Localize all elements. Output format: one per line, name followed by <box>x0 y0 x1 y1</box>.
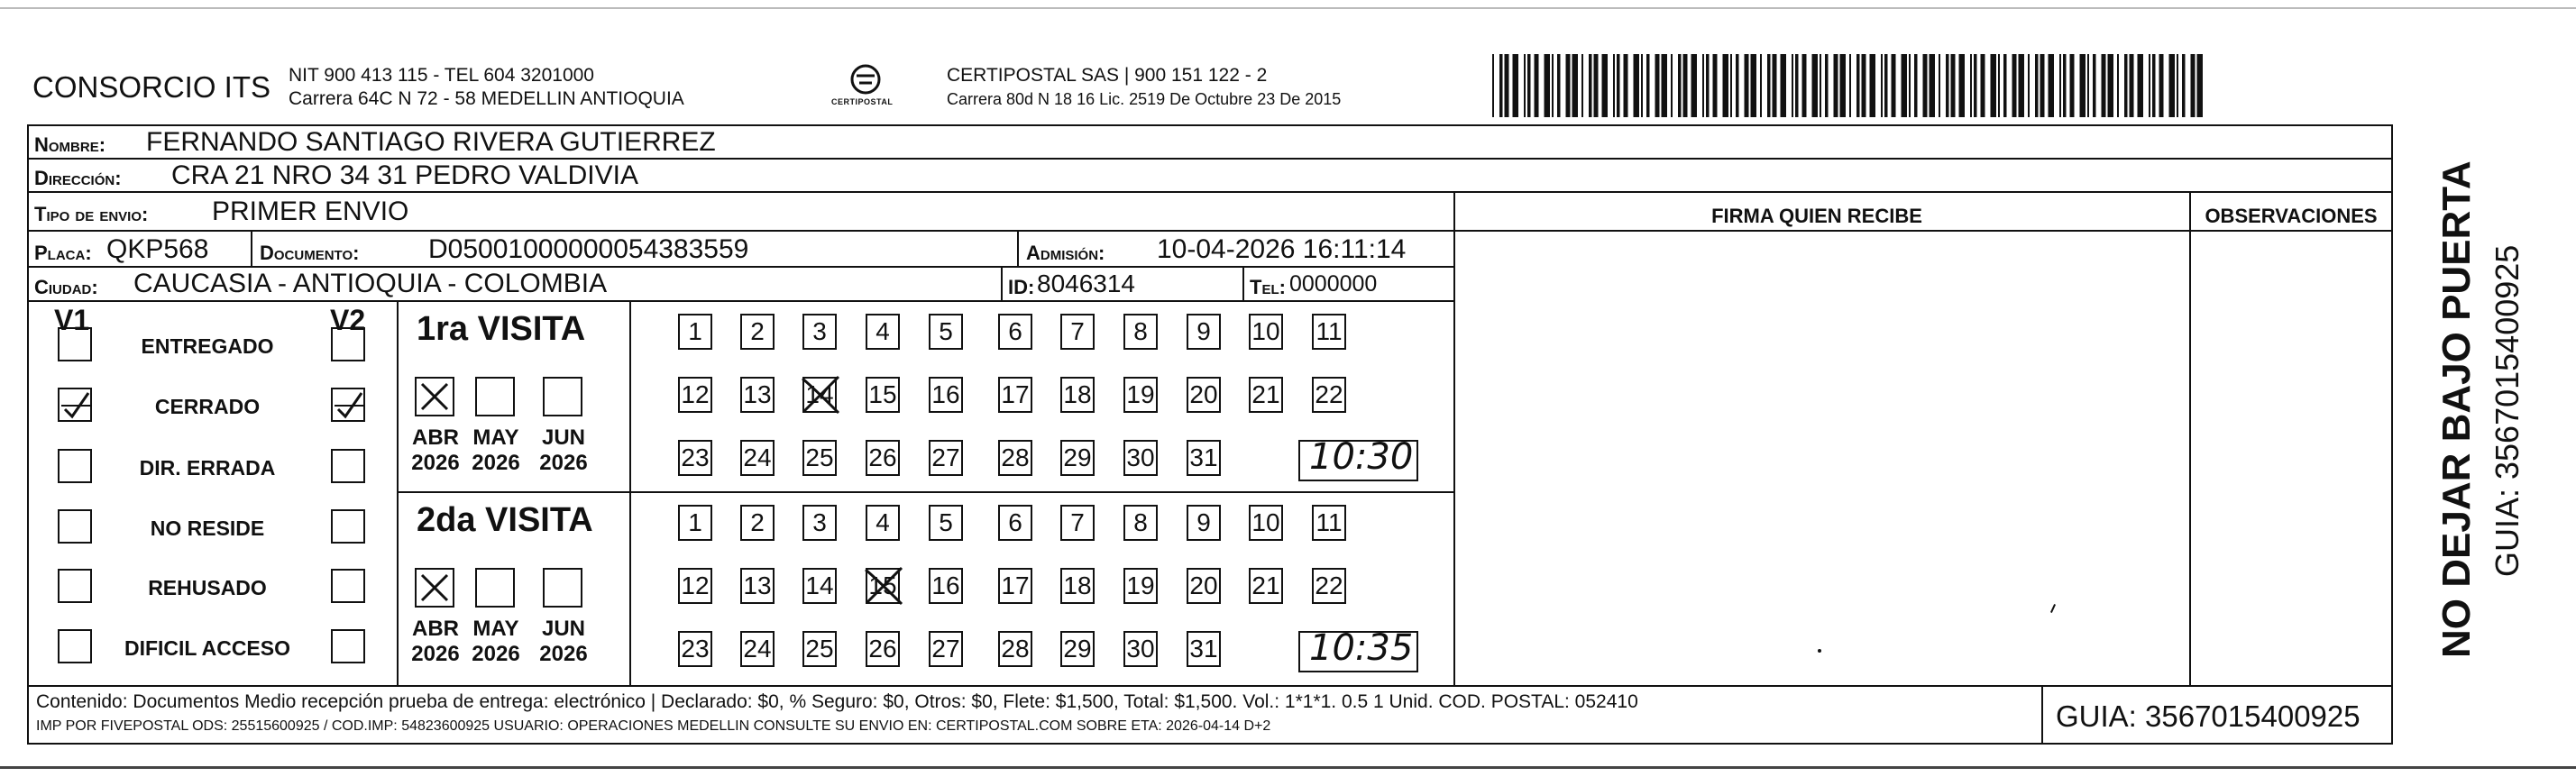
barcode-bar <box>2191 54 2196 117</box>
divider <box>27 300 1455 302</box>
barcode-bar <box>1991 54 1997 117</box>
side-guia: GUIA: 3567015400925 <box>2489 244 2526 577</box>
observaciones-header: OBSERVACIONES <box>2205 205 2378 227</box>
day-box-7[interactable]: 7 <box>1060 505 1095 541</box>
barcode-bar <box>2003 54 2007 117</box>
barcode-bar <box>1581 54 1583 117</box>
status-v1-checkbox[interactable] <box>58 449 92 483</box>
barcode-bar <box>2093 54 2096 117</box>
day-box-14[interactable]: 14 <box>802 568 837 604</box>
barcode-bar <box>1557 54 1561 117</box>
visit-2-title: 2da VISITA <box>417 501 593 539</box>
barcode-bar <box>1881 54 1883 117</box>
barcode-bar <box>1524 54 1526 117</box>
tipo-value: PRIMER ENVIO <box>212 197 409 226</box>
ciudad-label: Ciudad: <box>34 276 98 298</box>
barcode-bar <box>1662 54 1668 117</box>
status-option-label: DIFICIL ACCESO <box>124 636 290 660</box>
day-box-5[interactable]: 5 <box>929 314 963 350</box>
barcode-bar <box>1884 54 1888 117</box>
barcode-bar <box>1870 54 1876 117</box>
barcode-bar <box>1713 54 1718 117</box>
footer-line-2: IMP POR FIVEPOSTAL ODS: 25515600925 / COD.IMP: 54823600925 USUARIO: OPERACIONES MEDELLIN CONSULTE SU ENVIO EN: CERTIPOSTAL.COM SOBRE ETA: 2026-04-14 D+2 <box>36 718 1271 734</box>
barcode-bar <box>2149 54 2150 117</box>
admision-label: Admisión: <box>1026 242 1105 264</box>
barcode-bar <box>2182 54 2186 117</box>
day-box-11[interactable]: 11 <box>1312 505 1346 541</box>
day-box-27[interactable]: 27 <box>929 631 963 667</box>
cell-divider <box>1017 230 1019 266</box>
day-box-23[interactable]: 23 <box>678 631 712 667</box>
barcode-bar <box>2117 54 2119 117</box>
barcode-bar <box>2159 54 2164 117</box>
nombre-value: FERNANDO SANTIAGO RIVERA GUTIERREZ <box>146 127 716 157</box>
barcode-bar <box>1892 54 1896 117</box>
day-box-10[interactable]: 10 <box>1249 314 1283 350</box>
status-v1-checkbox[interactable] <box>58 509 92 544</box>
barcode-bar <box>1572 54 1579 117</box>
firma-header: FIRMA QUIEN RECIBE <box>1711 205 1922 227</box>
scan-top-border <box>0 7 2576 9</box>
barcode-bar <box>1840 54 1847 117</box>
day-box-11[interactable]: 11 <box>1312 314 1346 350</box>
status-option-label: ENTREGADO <box>141 334 274 358</box>
observaciones-area[interactable] <box>2191 232 2391 685</box>
barcode-bar <box>1767 54 1771 117</box>
day-box-15[interactable]: 15 <box>866 377 900 413</box>
day-box-12[interactable]: 12 <box>678 377 712 413</box>
barcode-bar <box>1959 54 1966 117</box>
day-box-30[interactable]: 30 <box>1123 440 1158 476</box>
barcode-bar <box>2169 54 2176 117</box>
barcode <box>1492 54 2214 117</box>
day-box-29[interactable]: 29 <box>1060 631 1095 667</box>
barcode-bar <box>2040 54 2045 117</box>
barcode-bar <box>1706 54 1710 117</box>
barcode-bar <box>1745 54 1749 117</box>
month-label: ABR 2026 <box>411 425 460 475</box>
barcode-bar <box>1552 54 1554 117</box>
month-label: JUN 2026 <box>539 617 588 666</box>
barcode-bar <box>1535 54 1539 117</box>
divider <box>27 191 2393 193</box>
direccion-value: CRA 21 NRO 34 31 PEDRO VALDIVIA <box>171 160 638 190</box>
barcode-bar <box>1930 54 1936 117</box>
day-box-24[interactable]: 24 <box>740 631 775 667</box>
barcode-bar <box>1527 54 1531 117</box>
day-box-9[interactable]: 9 <box>1187 314 1221 350</box>
barcode-bar <box>1923 54 1928 117</box>
cell-divider <box>1242 266 1244 300</box>
day-box-19[interactable]: 19 <box>1123 377 1158 413</box>
barcode-bar <box>2138 54 2144 117</box>
barcode-bar <box>1773 54 1777 117</box>
month-label: JUN 2026 <box>539 425 588 475</box>
barcode-bar <box>1602 54 1609 117</box>
visit-1-title: 1ra VISITA <box>417 310 586 348</box>
scan-bottom-border <box>0 766 2576 769</box>
barcode-bar <box>1505 54 1509 117</box>
logo-text: CERTIPOSTAL <box>831 97 894 106</box>
barcode-bar <box>2049 54 2055 117</box>
barcode-bar <box>1736 54 1739 117</box>
carrier-line-2: Carrera 80d N 18 16 Lic. 2519 De Octubre 23 De 2015 <box>947 90 1342 108</box>
status-v2-checkbox[interactable] <box>331 509 365 544</box>
carrier-line-1: CERTIPOSTAL SAS | 900 151 122 - 2 <box>947 65 1268 86</box>
barcode-bar <box>1856 54 1860 117</box>
barcode-bar <box>1812 54 1819 117</box>
placa-label: Placa: <box>34 242 92 264</box>
barcode-bar <box>2028 54 2030 117</box>
barcode-bar <box>1624 54 1628 117</box>
tel-label: Tel: <box>1250 276 1286 298</box>
day-box-20[interactable]: 20 <box>1187 377 1221 413</box>
day-box-27[interactable]: 27 <box>929 440 963 476</box>
barcode-bar <box>2059 54 2061 117</box>
day-box-28[interactable]: 28 <box>998 440 1032 476</box>
month-checkbox[interactable] <box>543 568 582 608</box>
barcode-bar <box>1751 54 1757 117</box>
barcode-bar <box>1613 54 1615 117</box>
barcode-bar <box>1594 54 1599 117</box>
status-option-label: DIR. ERRADA <box>139 456 276 480</box>
stray-mark <box>1818 649 1821 653</box>
status-v2-checkbox[interactable] <box>331 449 365 483</box>
day-box-13[interactable]: 13 <box>740 377 775 413</box>
barcode-bar <box>1760 54 1762 117</box>
day-box-16[interactable]: 16 <box>929 568 963 604</box>
nombre-label: Nombre: <box>34 133 106 156</box>
admision-value: 10-04-2026 16:11:14 <box>1157 234 1407 264</box>
barcode-bar <box>1702 54 1704 117</box>
month-label: MAY 2026 <box>472 617 520 666</box>
status-v1-checkbox[interactable] <box>58 629 92 663</box>
status-divider <box>397 300 399 687</box>
barcode-bar <box>2108 54 2114 117</box>
barcode-bar <box>1939 54 1940 117</box>
barcode-bar <box>1834 54 1838 117</box>
company-line-1: NIT 900 413 115 - TEL 604 3201000 <box>289 65 594 86</box>
day-box-31[interactable]: 31 <box>1187 631 1221 667</box>
day-box-13[interactable]: 13 <box>740 568 775 604</box>
day-box-19[interactable]: 19 <box>1123 568 1158 604</box>
day-box-18[interactable]: 18 <box>1060 568 1095 604</box>
tipo-label: Tipo de envio: <box>34 203 149 225</box>
barcode-bar <box>2080 54 2086 117</box>
month-checkbox[interactable] <box>475 568 515 608</box>
side-warning: NO DEJAR BAJO PUERTA <box>2434 160 2479 658</box>
visit-time: 10:35 <box>1309 627 1414 669</box>
barcode-bar <box>1802 54 1807 117</box>
barcode-bar <box>1974 54 1977 117</box>
barcode-bar <box>2124 54 2128 117</box>
barcode-bar <box>2087 54 2089 117</box>
status-v2-checkbox[interactable] <box>331 629 365 663</box>
day-box-1[interactable]: 1 <box>678 314 712 350</box>
v2-header: V2 <box>330 304 366 336</box>
v1-header: V1 <box>54 304 90 336</box>
barcode-bar <box>1589 54 1592 117</box>
barcode-bar <box>1820 54 1821 117</box>
month-label: MAY 2026 <box>472 425 520 475</box>
day-box-8[interactable]: 8 <box>1123 505 1158 541</box>
barcode-bar <box>2063 54 2067 117</box>
barcode-bar <box>1641 54 1643 117</box>
barcode-bar <box>1655 54 1660 117</box>
month-checkbox[interactable] <box>415 568 454 608</box>
placa-value: QKP568 <box>106 234 209 264</box>
status-v1-checkbox[interactable] <box>58 388 92 422</box>
cell-divider <box>1001 266 1003 300</box>
month-checkbox[interactable] <box>543 377 582 416</box>
day-box-12[interactable]: 12 <box>678 568 712 604</box>
barcode-bar <box>1825 54 1829 117</box>
day-box-3[interactable]: 3 <box>802 314 837 350</box>
day-box-23[interactable]: 23 <box>678 440 712 476</box>
status-option-label: NO RESIDE <box>150 516 265 540</box>
status-v1-checkbox[interactable] <box>58 327 92 361</box>
day-box-28[interactable]: 28 <box>998 631 1032 667</box>
day-box-22[interactable]: 22 <box>1312 377 1346 413</box>
month-label: ABR 2026 <box>411 617 460 666</box>
barcode-bar <box>2177 54 2178 117</box>
day-box-26[interactable]: 26 <box>866 631 900 667</box>
barcode-bar <box>1678 54 1682 117</box>
day-box-17[interactable]: 17 <box>998 568 1032 604</box>
cell-divider <box>251 230 252 266</box>
day-box-30[interactable]: 30 <box>1123 631 1158 667</box>
visit-time: 10:30 <box>1309 436 1414 478</box>
day-box-10[interactable]: 10 <box>1249 505 1283 541</box>
barcode-bar <box>1849 54 1851 117</box>
barcode-bar <box>2070 54 2075 117</box>
barcode-bar <box>1781 54 1787 117</box>
barcode-bar <box>1492 54 1494 117</box>
day-box-3[interactable]: 3 <box>802 505 837 541</box>
day-box-17[interactable]: 17 <box>998 377 1032 413</box>
day-box-6[interactable]: 6 <box>998 505 1032 541</box>
visits-divider <box>629 300 631 687</box>
day-box-8[interactable]: 8 <box>1123 314 1158 350</box>
barcode-bar <box>1683 54 1688 117</box>
direccion-label: Dirección: <box>34 167 122 189</box>
footer-line-1: Contenido: Documentos Medio recepción prueba de entrega: electrónico | Declarado: $0, % Seguro: $0, Otros: $0, Flete: $1,500, Total: $1,500. Vol.: 1*1*1. 0.5 1 Unid. COD. POSTAL: 052410 <box>36 691 1638 712</box>
documento-label: Documento: <box>260 242 360 264</box>
barcode-bar <box>1730 54 1732 117</box>
company-line-2: Carrera 64C N 72 - 58 MEDELLIN ANTIOQUIA <box>289 88 684 109</box>
day-box-7[interactable]: 7 <box>1060 314 1095 350</box>
day-box-9[interactable]: 9 <box>1187 505 1221 541</box>
divider <box>27 158 2393 160</box>
day-box-2[interactable]: 2 <box>740 314 775 350</box>
documento-value: D05001000000054383559 <box>428 234 749 264</box>
day-box-29[interactable]: 29 <box>1060 440 1095 476</box>
day-box-16[interactable]: 16 <box>929 377 963 413</box>
day-box-4[interactable]: 4 <box>866 505 900 541</box>
day-box-31[interactable]: 31 <box>1187 440 1221 476</box>
barcode-bar <box>1914 54 1918 117</box>
barcode-bar <box>2102 54 2106 117</box>
month-checkbox[interactable] <box>415 377 454 416</box>
barcode-bar <box>1617 54 1620 117</box>
barcode-bar <box>2012 54 2017 117</box>
day-box-25[interactable]: 25 <box>802 631 837 667</box>
barcode-bar <box>1792 54 1793 117</box>
barcode-bar <box>1691 54 1698 117</box>
barcode-bar <box>1545 54 1551 117</box>
barcode-bar <box>1646 54 1650 117</box>
barcode-bar <box>2035 54 2039 117</box>
barcode-bar <box>1862 54 1866 117</box>
divider <box>27 266 1455 268</box>
barcode-bar <box>1513 54 1519 117</box>
day-box-6[interactable]: 6 <box>998 314 1032 350</box>
barcode-bar <box>1909 54 1911 117</box>
day-box-21[interactable]: 21 <box>1249 568 1283 604</box>
company-name: CONSORCIO ITS <box>32 70 271 104</box>
day-box-1[interactable]: 1 <box>678 505 712 541</box>
status-v2-checkbox[interactable] <box>331 388 365 422</box>
barcode-bar <box>1634 54 1640 117</box>
day-cross-mark <box>862 562 905 608</box>
status-option-label: CERRADO <box>154 395 261 418</box>
barcode-bar <box>1998 54 2000 117</box>
barcode-bar <box>1671 54 1673 117</box>
footer-guia: GUIA: 3567015400925 <box>2056 699 2361 733</box>
barcode-bar <box>1499 54 1503 117</box>
status-v2-checkbox[interactable] <box>331 569 365 603</box>
day-box-22[interactable]: 22 <box>1312 568 1346 604</box>
day-box-4[interactable]: 4 <box>866 314 900 350</box>
month-checkbox[interactable] <box>475 377 515 416</box>
day-box-5[interactable]: 5 <box>929 505 963 541</box>
barcode-bar <box>2152 54 2156 117</box>
footer-divider <box>27 685 2393 687</box>
day-box-15[interactable]: 15 <box>866 568 900 604</box>
barcode-bar <box>1723 54 1729 117</box>
barcode-bar <box>1970 54 1972 117</box>
day-box-25[interactable]: 25 <box>802 440 837 476</box>
day-box-18[interactable]: 18 <box>1060 377 1095 413</box>
day-box-20[interactable]: 20 <box>1187 568 1221 604</box>
day-box-26[interactable]: 26 <box>866 440 900 476</box>
day-cross-mark <box>799 371 842 416</box>
barcode-bar <box>1951 54 1956 117</box>
id-value: 8046314 <box>1037 270 1136 297</box>
tel-value: 0000000 <box>1289 271 1378 297</box>
day-box-14[interactable]: 14 <box>802 377 837 413</box>
status-v1-checkbox[interactable] <box>58 569 92 603</box>
visits-mid-divider <box>397 491 1455 493</box>
status-option-label: REHUSADO <box>148 576 267 599</box>
barcode-bar <box>1566 54 1571 117</box>
day-box-21[interactable]: 21 <box>1249 377 1283 413</box>
barcode-bar <box>1981 54 1985 117</box>
barcode-bar <box>1946 54 1949 117</box>
barcode-bar <box>2197 54 2204 117</box>
id-label: ID: <box>1008 276 1035 298</box>
day-box-24[interactable]: 24 <box>740 440 775 476</box>
status-v2-checkbox[interactable] <box>331 327 365 361</box>
firma-area[interactable] <box>1455 232 2189 685</box>
barcode-bar <box>1902 54 1908 117</box>
day-box-2[interactable]: 2 <box>740 505 775 541</box>
guia-divider <box>2041 685 2043 745</box>
ciudad-value: CAUCASIA - ANTIOQUIA - COLOMBIA <box>133 269 608 298</box>
barcode-bar <box>2019 54 2025 117</box>
barcode-bar <box>1795 54 1799 117</box>
barcode-bar <box>2130 54 2134 117</box>
